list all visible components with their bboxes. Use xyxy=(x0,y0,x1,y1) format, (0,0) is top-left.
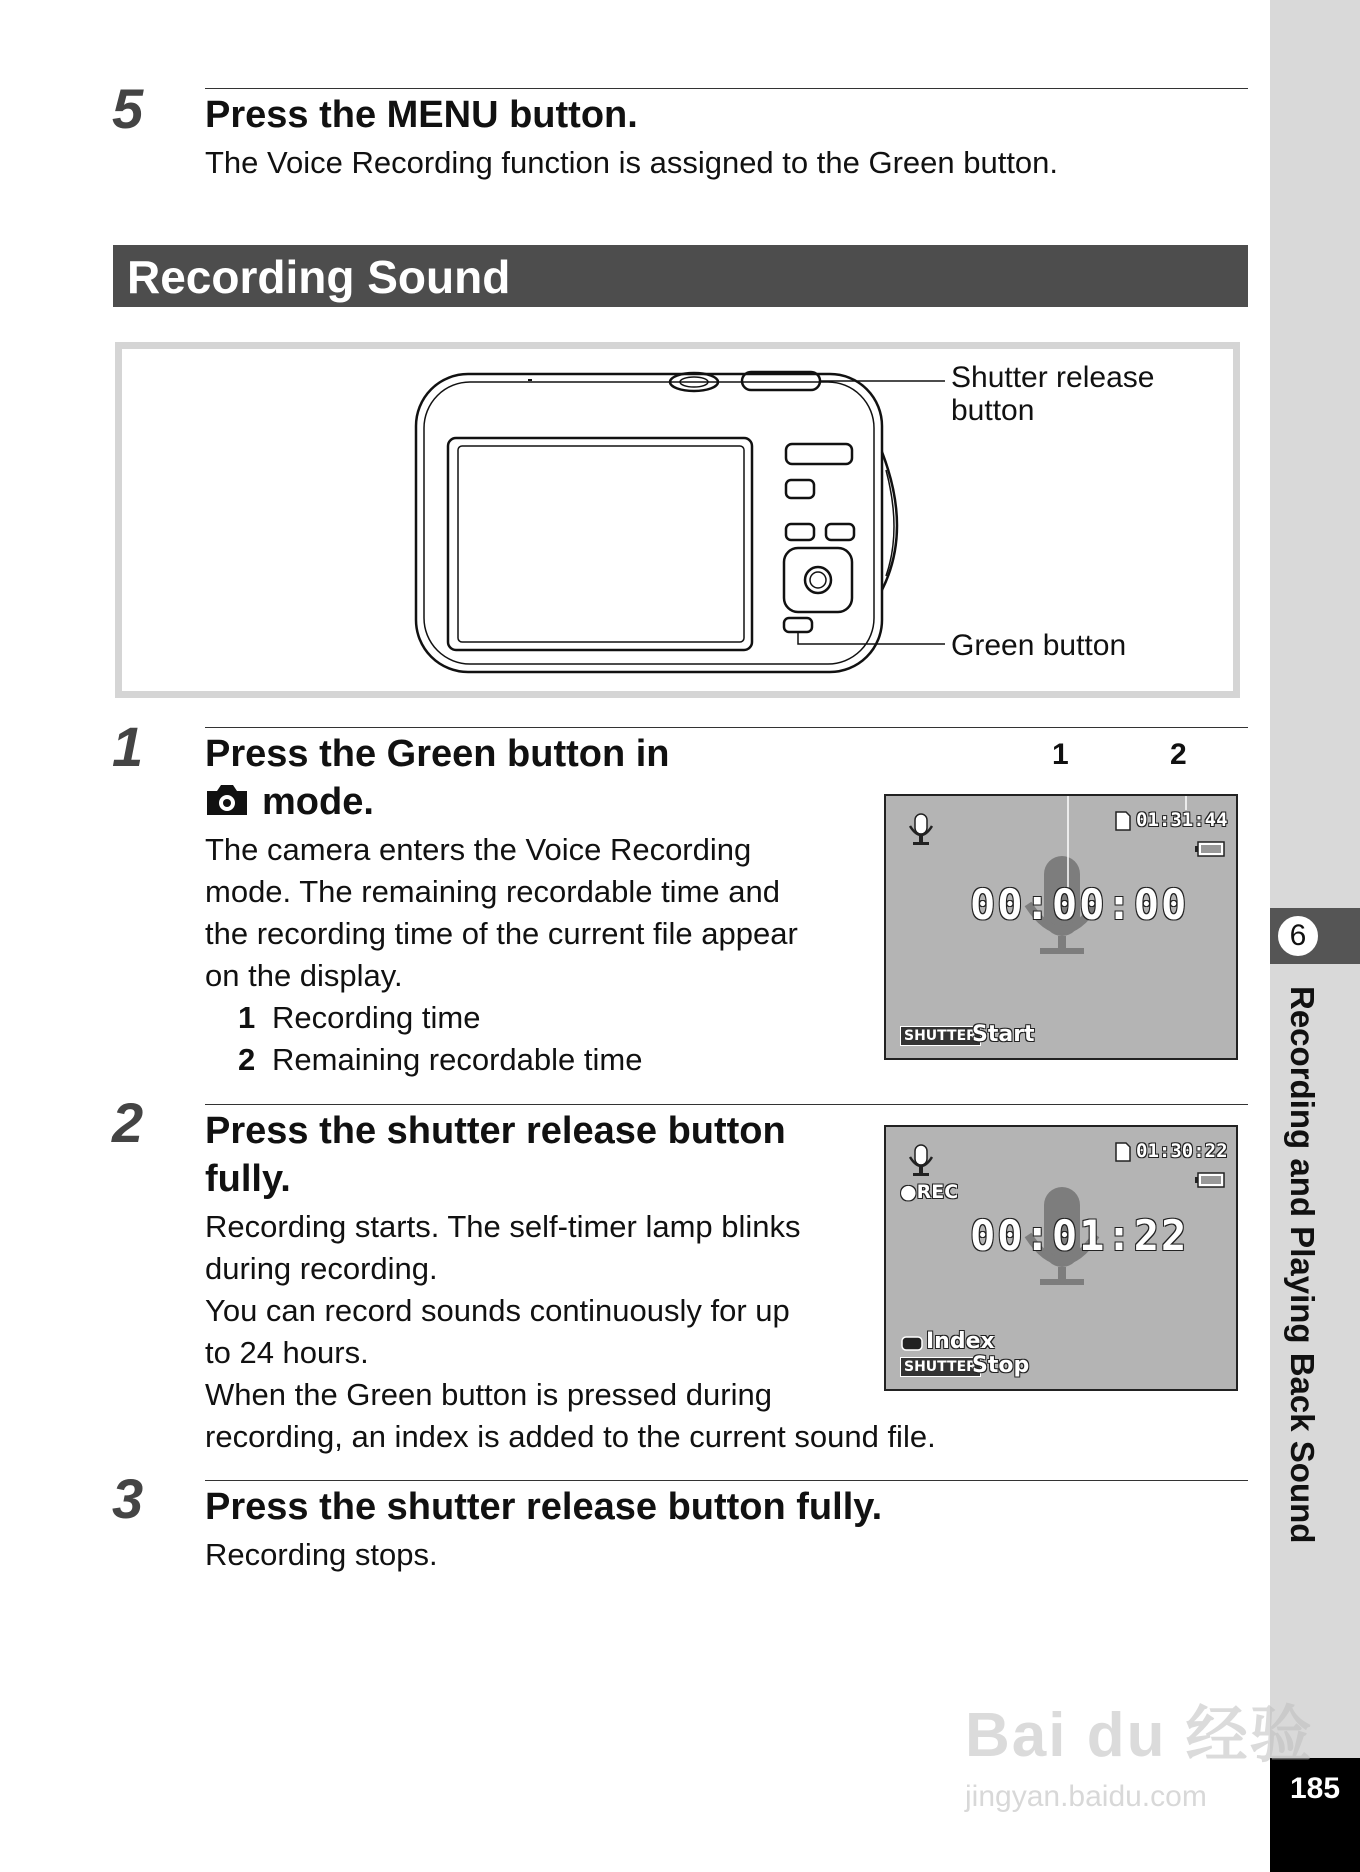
card-icon xyxy=(1116,812,1130,830)
list-item-2-text: Remaining recordable time xyxy=(272,1042,643,1077)
remaining-time: 01:30:22 xyxy=(1136,1140,1228,1162)
face-button xyxy=(786,524,814,540)
step-2-body-line: When the Green button is pressed during xyxy=(205,1377,772,1412)
section-title: Recording Sound xyxy=(127,251,511,303)
step-2-heading-line2: fully. xyxy=(205,1158,291,1200)
watermark-logo: Bai du 经验 xyxy=(965,1701,1314,1770)
callout-shutter-line1: Shutter release xyxy=(951,361,1155,394)
watermark-url: jingyan.baidu.com xyxy=(965,1780,1207,1813)
page-number: 185 xyxy=(1289,1772,1341,1805)
list-item-1-number: 1 xyxy=(238,1000,256,1035)
step-2-body-line: recording, an index is added to the current sound file. xyxy=(205,1419,936,1454)
list-item-1-text: Recording time xyxy=(272,1000,481,1035)
divider xyxy=(205,727,1248,728)
step-1-body-line: on the display. xyxy=(205,958,403,993)
step-2-body-line: to 24 hours. xyxy=(205,1335,369,1370)
card-icon xyxy=(1116,1143,1130,1161)
shutter-badge: SHUTTER xyxy=(900,1357,981,1377)
shutter-badge: SHUTTER xyxy=(900,1026,981,1046)
step-3-number: 3 xyxy=(112,1467,144,1530)
step-2-number: 2 xyxy=(112,1091,144,1154)
index-label: Index xyxy=(926,1329,995,1354)
recording-time: 00:01:22 xyxy=(970,1211,1189,1260)
step-5-heading: Press the MENU button. xyxy=(205,94,638,136)
screen-label-1: 1 xyxy=(1052,738,1069,771)
callout-green-button: Green button xyxy=(951,629,1127,662)
step-1-body-line: the recording time of the current file appear xyxy=(205,916,798,951)
step-3-body: Recording stops. xyxy=(205,1537,438,1572)
lcd-screen-recording xyxy=(884,1125,1238,1391)
zoom-lever xyxy=(786,444,852,464)
step-3-heading: Press the shutter release button fully. xyxy=(205,1486,883,1528)
four-way-controller xyxy=(784,548,852,612)
mic-icon xyxy=(910,1145,932,1176)
camera-mode-icon xyxy=(205,783,249,817)
step-1-heading-line2: mode. xyxy=(262,781,374,823)
delete-button xyxy=(826,524,854,540)
green-button xyxy=(784,618,812,632)
recording-time: 00:00:00 xyxy=(970,880,1189,929)
step-1-body-line: mode. The remaining recordable time and xyxy=(205,874,780,909)
divider xyxy=(205,1104,1248,1105)
divider xyxy=(205,1480,1248,1481)
start-label: Start xyxy=(972,1022,1035,1047)
lens-bulge xyxy=(882,452,897,590)
callout-shutter-line2: button xyxy=(951,394,1035,427)
step-2-body-line: You can record sounds continuously for up xyxy=(205,1293,790,1328)
stop-label: Stop xyxy=(972,1353,1030,1378)
remaining-time: 01:31:44 xyxy=(1136,809,1228,831)
step-2-body-line: during recording. xyxy=(205,1251,438,1286)
list-item-2-number: 2 xyxy=(238,1042,256,1077)
step-1-body-line: The camera enters the Voice Recording xyxy=(205,832,752,867)
lcd-screen-standby xyxy=(884,794,1238,1060)
battery-icon xyxy=(1195,1173,1224,1187)
step-1-number: 1 xyxy=(112,715,144,778)
screen-label-2: 2 xyxy=(1170,738,1187,771)
mic-icon xyxy=(910,814,932,845)
playback-button xyxy=(786,480,814,498)
green-button-icon xyxy=(902,1337,922,1350)
lcd-screen xyxy=(448,438,752,650)
ok-button xyxy=(805,567,831,593)
rec-indicator: ●REC xyxy=(900,1181,959,1203)
step-1-heading-line1: Press the Green button in xyxy=(205,733,670,775)
battery-icon xyxy=(1195,842,1224,856)
step-5-body: The Voice Recording function is assigned to the Green button. xyxy=(205,145,1059,180)
step-2-heading-line1: Press the shutter release button xyxy=(205,1110,786,1152)
step-5-number: 5 xyxy=(112,77,144,140)
step-2-body-line: Recording starts. The self-timer lamp blinks xyxy=(205,1209,801,1244)
chapter-number: 6 xyxy=(1276,914,1320,958)
